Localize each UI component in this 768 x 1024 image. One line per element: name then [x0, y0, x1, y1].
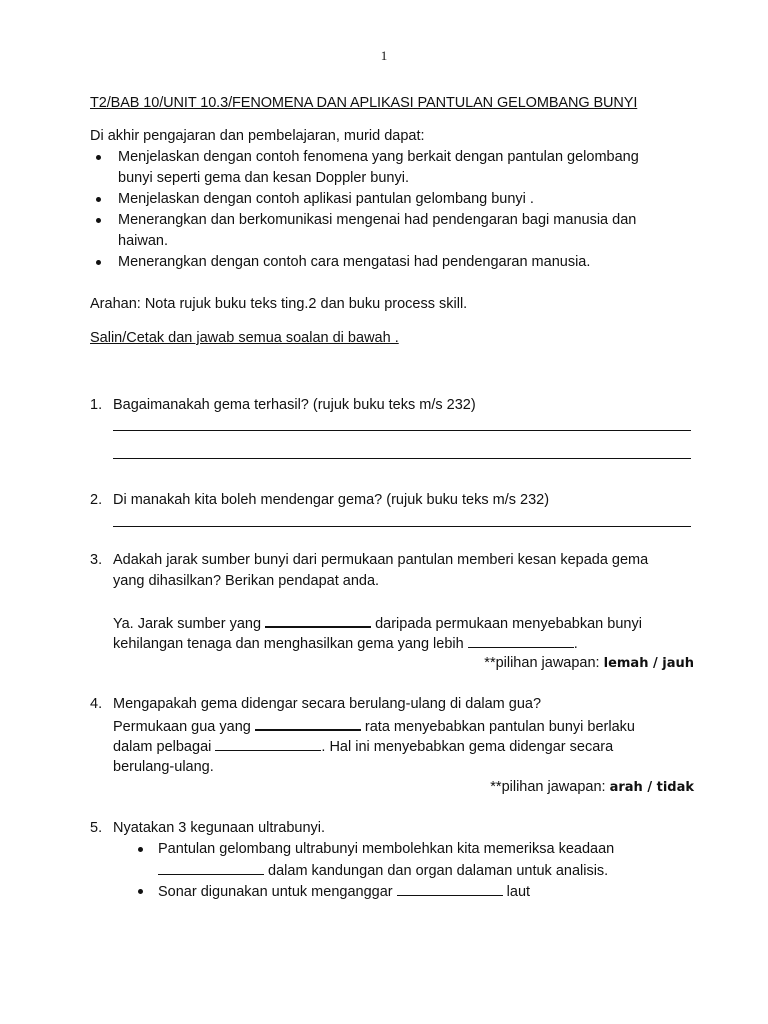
hint-label: **pilihan jawapan:	[490, 779, 606, 795]
page-number: 1	[380, 48, 388, 63]
answer-blank[interactable]	[215, 736, 321, 751]
objective-1-line2: bunyi seperti gema dan kesan Doppler bunyi.	[118, 170, 409, 186]
intro-text: Di akhir pengajaran dan pembelajaran, murid dapat:	[90, 128, 425, 144]
answer-blank[interactable]	[468, 633, 574, 648]
bullet-icon	[138, 889, 143, 894]
question-1-number: 1.	[90, 397, 103, 413]
page-title: T2/BAB 10/UNIT 10.3/FENOMENA DAN APLIKASI PANTULAN GELOMBANG BUNYI	[90, 95, 638, 111]
answer-text: Sonar digunakan untuk menganggar	[158, 884, 393, 900]
instruction-text: Arahan: Nota rujuk buku teks ting.2 dan buku process skill.	[90, 296, 468, 312]
question-3-hint	[484, 653, 694, 674]
answer-blank[interactable]	[265, 612, 371, 628]
answer-line[interactable]	[113, 526, 691, 527]
question-3-answer-line2	[113, 633, 578, 654]
question-4-line3	[113, 736, 613, 757]
answer-blank[interactable]	[397, 881, 503, 896]
answer-text: rata menyebabkan pantulan bunyi berlaku	[364, 719, 635, 735]
objective-3-line2: haiwan.	[118, 233, 168, 249]
question-3-line1: Adakah jarak sumber bunyi dari permukaan pantulan memberi kesan kepada gema	[113, 552, 649, 568]
bullet-icon	[96, 260, 101, 265]
hint-label: **pilihan jawapan:	[484, 655, 600, 671]
question-5-bullet-1-line1: Pantulan gelombang ultrabunyi membolehkan kita memeriksa keadaan	[158, 841, 615, 857]
question-2-text: Di manakah kita boleh mendengar gema? (rujuk buku teks m/s 232)	[113, 492, 550, 508]
answer-text: . Hal ini menyebabkan gema didengar secara	[321, 739, 614, 755]
objective-2: Menjelaskan dengan contoh aplikasi pantulan gelombang bunyi .	[118, 191, 534, 207]
answer-blank[interactable]	[158, 860, 264, 875]
objective-3-line1: Menerangkan dan berkomunikasi mengenai had pendengaran bagi manusia dan	[118, 212, 637, 228]
question-3-answer-line1	[113, 612, 642, 634]
bullet-icon	[138, 847, 143, 852]
question-1-text: Bagaimanakah gema terhasil? (rujuk buku teks m/s 232)	[113, 397, 476, 413]
answer-text: daripada permukaan menyebabkan bunyi	[375, 616, 642, 632]
question-4-line2	[113, 715, 635, 737]
task-text: Salin/Cetak dan jawab semua soalan di bawah .	[90, 330, 399, 346]
answer-line[interactable]	[113, 458, 691, 459]
question-4-line4: berulang-ulang.	[113, 759, 214, 775]
question-5-number: 5.	[90, 820, 103, 836]
question-5-text: Nyatakan 3 kegunaan ultrabunyi.	[113, 820, 326, 836]
answer-text: dalam pelbagai	[113, 739, 212, 755]
question-3-number: 3.	[90, 552, 103, 568]
hint-choices: arah / tidak	[609, 780, 694, 795]
answer-line[interactable]	[113, 430, 691, 431]
answer-text: dalam kandungan dan organ dalaman untuk analisis.	[268, 863, 609, 879]
hint-choices: lemah / jauh	[603, 656, 694, 671]
answer-text: Permukaan gua yang	[113, 719, 251, 735]
question-4-number: 4.	[90, 696, 103, 712]
question-2-number: 2.	[90, 492, 103, 508]
question-5-bullet-2	[158, 881, 530, 902]
bullet-icon	[96, 197, 101, 202]
answer-text: laut	[506, 884, 531, 900]
bullet-icon	[96, 155, 101, 160]
bullet-icon	[96, 218, 101, 223]
objective-1-line1: Menjelaskan dengan contoh fenomena yang berkait dengan pantulan gelombang	[118, 149, 639, 165]
answer-text: kehilangan tenaga dan menghasilkan gema yang lebih	[113, 636, 464, 652]
question-5-bullet-1-line2	[158, 860, 608, 881]
question-3-line2: yang dihasilkan? Berikan pendapat anda.	[113, 573, 380, 589]
answer-blank[interactable]	[255, 715, 361, 731]
question-4-hint	[490, 777, 694, 798]
objective-4: Menerangkan dengan contoh cara mengatasi had pendengaran manusia.	[118, 254, 591, 270]
question-4-line1: Mengapakah gema didengar secara berulang-ulang di dalam gua?	[113, 696, 542, 712]
answer-text: Ya. Jarak sumber yang	[113, 616, 262, 632]
answer-text: .	[573, 636, 578, 652]
